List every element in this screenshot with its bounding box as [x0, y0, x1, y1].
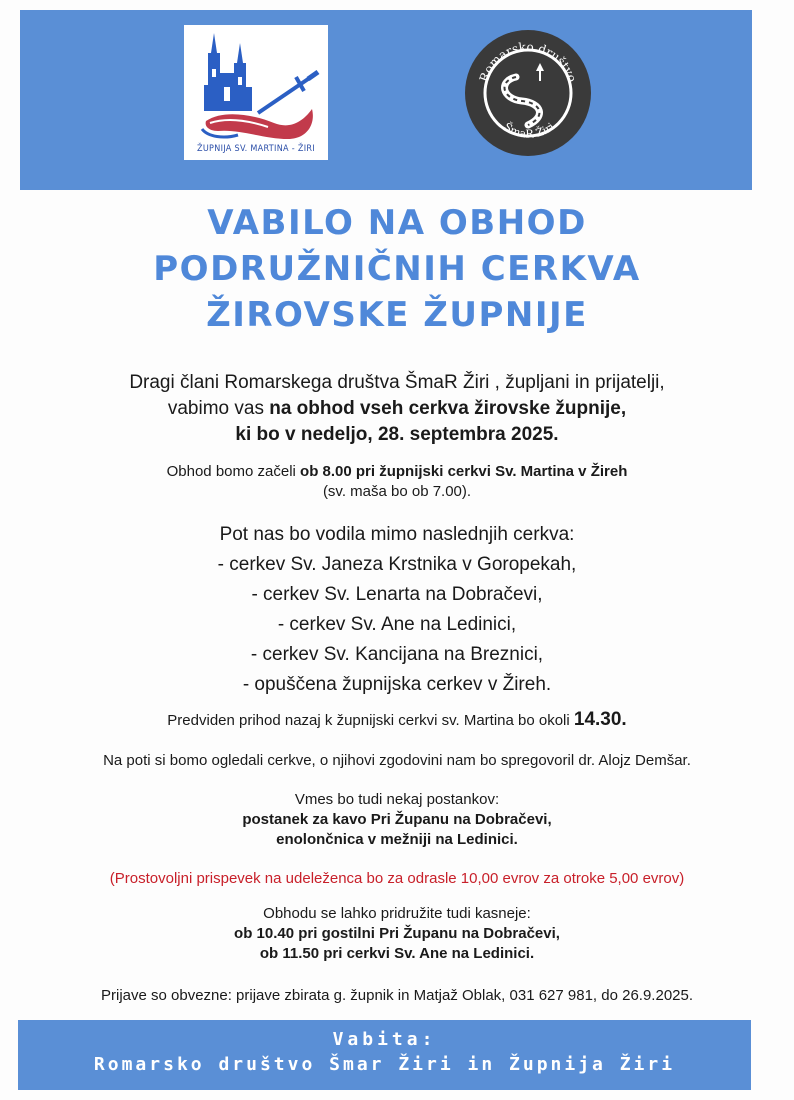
join-paragraph: [0, 904, 794, 964]
page-title: [0, 200, 794, 338]
mass-note: (sv. maša bo ob 7.00).: [322, 483, 472, 500]
arrival-prefix: Predviden prihod nazaj k župnijski cerkvi sv. Martina bo okoli: [167, 712, 574, 729]
join-point-1-text: ob 10.40 pri gostilni Pri Županu na Dobračevi,: [234, 925, 560, 942]
intro-line-3: [0, 422, 794, 448]
join-point-1: [0, 924, 794, 944]
parish-logo-caption: ŽUPNIJA SV. MARTINA - ŽIRI: [196, 144, 316, 154]
intro-line-2-prefix: vabimo vas: [167, 398, 270, 419]
list-item: - cerkev Sv. Lenarta na Dobračevi,: [251, 584, 543, 605]
arrival-paragraph: [0, 708, 794, 733]
list-item: - cerkev Sv. Janeza Krstnika v Goropekah,: [217, 554, 577, 575]
guide-paragraph: Na poti si bomo ogledali cerkve, o njihovi zgodovini nam bo spregovoril dr. Alojz Demšar.: [103, 752, 691, 769]
stops-paragraph: [0, 790, 794, 850]
intro-line-2-bold: na obhod vseh cerkva žirovske župnije,: [269, 398, 627, 419]
parish-church-sword-icon: [184, 25, 328, 145]
intro-line-2: [0, 396, 794, 422]
stop-lunch: [0, 830, 794, 850]
parish-logo: [184, 25, 328, 160]
contribution-note: (Prostovoljni prispevek na udeleženca bo za odrasle 10,00 evrov za otroke 5,00 evrov): [109, 870, 685, 887]
stop-lunch-text: enolončnica v mežniji na Ledinici.: [276, 831, 518, 848]
stops-intro: Vmes bo tudi nekaj postankov:: [294, 791, 500, 808]
route-intro: Pot nas bo vodila mimo naslednjih cerkva:: [219, 524, 575, 545]
intro-line-1: Dragi člani Romarskega društva ŠmaR Žiri , župljani in prijatelji,: [129, 372, 665, 393]
route-list: [0, 520, 794, 700]
footer-band: [18, 1020, 751, 1090]
society-logo-text-top: Romarsko društvo: [476, 39, 580, 84]
footer-label: Vabita:: [332, 1029, 437, 1050]
stop-coffee: [0, 810, 794, 830]
start-line: [0, 462, 794, 482]
start-paragraph: [0, 462, 794, 502]
start-time-place: ob 8.00 pri župnijski cerkvi Sv. Martina v Žireh: [300, 463, 628, 480]
intro-paragraph: [0, 370, 794, 448]
start-prefix: Obhod bomo začeli: [166, 463, 301, 480]
society-logo: [464, 29, 592, 157]
title-line-1: VABILO NA OBHOD: [207, 203, 587, 243]
title-line-3: ŽIROVSKE ŽUPNIJE: [206, 295, 588, 335]
list-item: - cerkev Sv. Ane na Ledinici,: [277, 614, 517, 635]
stop-coffee-text: postanek za kavo Pri Županu na Dobračevi,: [242, 811, 552, 828]
arrival-time: 14.30.: [573, 709, 627, 730]
footer-organizers: Romarsko društvo Šmar Žiri in Župnija Žiri: [93, 1054, 676, 1075]
signup-paragraph: Prijave so obvezne: prijave zbirata g. župnik in Matjaž Oblak, 031 627 981, do 26.9.2025.: [100, 987, 694, 1004]
society-road-logo-icon: [464, 29, 592, 157]
join-intro: Obhodu se lahko pridružite tudi kasneje:: [263, 905, 531, 922]
title-line-2: PODRUŽNIČNIH CERKVA: [153, 249, 641, 289]
event-date: ki bo v nedeljo, 28. septembra 2025.: [235, 424, 559, 445]
list-item: - opuščena župnijska cerkev v Žireh.: [242, 674, 552, 695]
header-band: [20, 10, 752, 190]
join-point-2: [0, 944, 794, 964]
list-item: - cerkev Sv. Kancijana na Breznici,: [250, 644, 544, 665]
society-logo-text-bottom: ŠmaR Žiri: [501, 120, 557, 141]
join-point-2-text: ob 11.50 pri cerkvi Sv. Ane na Ledinici.: [259, 945, 535, 962]
